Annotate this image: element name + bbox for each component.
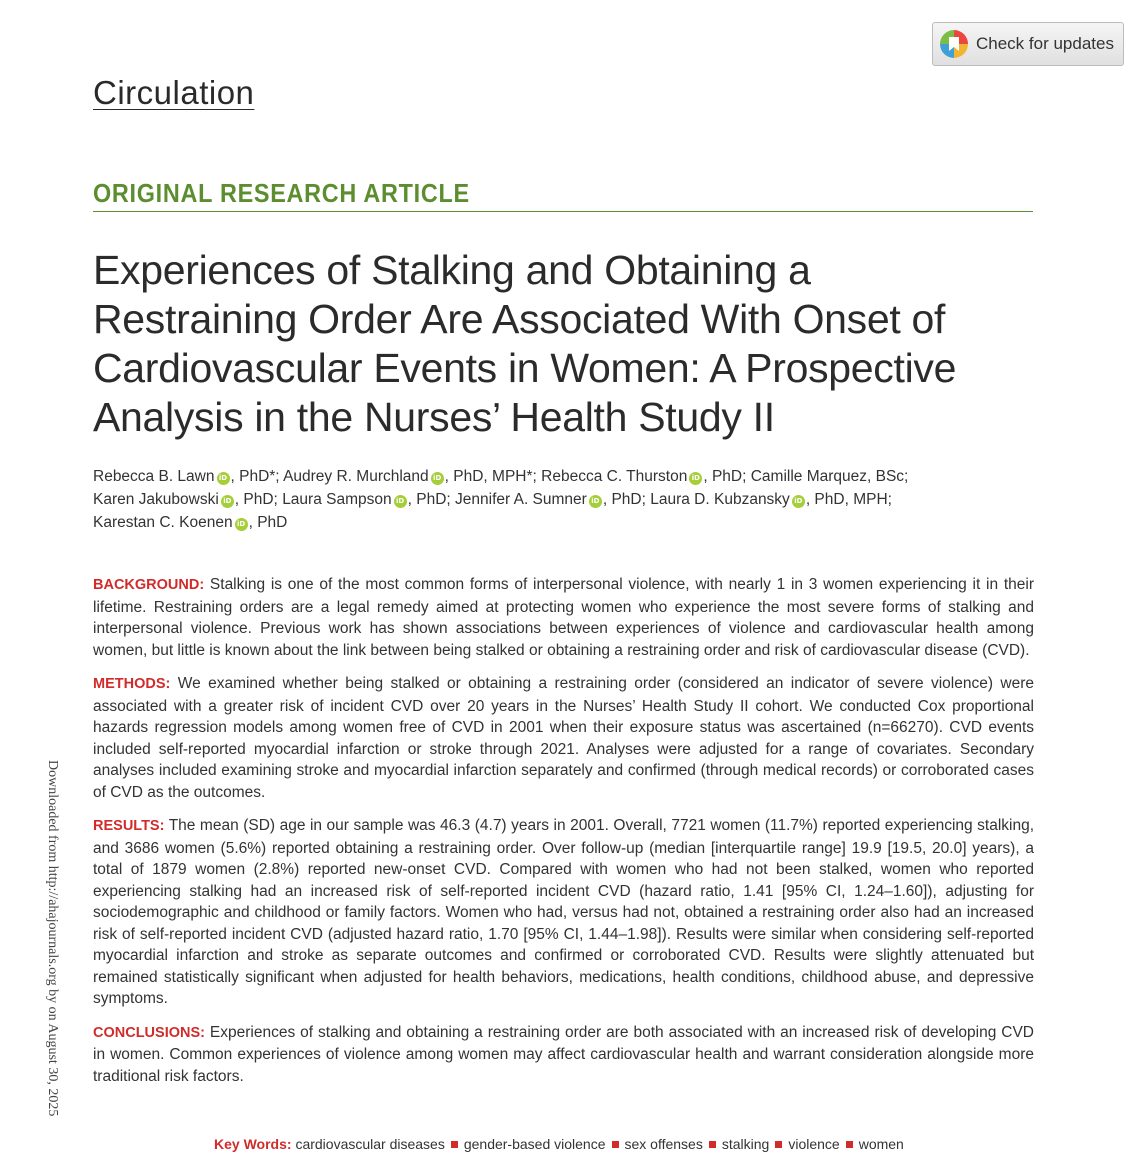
author-degree: , PhD, MPH*; [444, 468, 537, 485]
keyword[interactable]: women [858, 1136, 904, 1152]
square-bullet-icon [846, 1141, 853, 1148]
crossmark-icon [940, 30, 968, 58]
section-divider [93, 211, 1033, 212]
author-name: Karestan C. Koenen [93, 514, 233, 531]
orcid-icon[interactable]: iD [394, 495, 407, 508]
author-degree: , PhD; [407, 491, 451, 508]
author-degree: , PhD; [602, 491, 646, 508]
keyword[interactable]: stalking [721, 1136, 770, 1152]
title-line: Analysis in the Nurses’ Health Study II [93, 394, 775, 440]
author-name: Camille Marquez, BSc; [750, 468, 909, 485]
results-heading: RESULTS: [93, 818, 165, 834]
abstract [93, 574, 1034, 1099]
author-name: Laura D. Kubzansky [650, 491, 790, 508]
square-bullet-icon [709, 1141, 716, 1148]
author-degree: , PhD, MPH; [805, 491, 892, 508]
orcid-icon[interactable]: iD [689, 472, 702, 485]
orcid-icon[interactable]: iD [589, 495, 602, 508]
author-name: Jennifer A. Sumner [455, 491, 587, 508]
author-line [93, 465, 1053, 488]
square-bullet-icon [775, 1141, 782, 1148]
orcid-icon[interactable]: iD [431, 472, 444, 485]
author-name: Laura Sampson [282, 491, 392, 508]
author-line [93, 511, 1053, 534]
author-degree: , PhD [248, 514, 288, 531]
orcid-icon[interactable]: iD [235, 518, 248, 531]
orcid-icon[interactable]: iD [792, 495, 805, 508]
square-bullet-icon [451, 1141, 458, 1148]
keywords-label: Key Words: [214, 1136, 292, 1152]
methods-heading: METHODS: [93, 676, 171, 692]
download-notice: Downloaded from http://ahajournals.org by on August 30, 2025 [45, 760, 60, 1117]
author-name: Audrey R. Murchland [283, 468, 429, 485]
keyword[interactable]: violence [788, 1136, 840, 1152]
background-heading: BACKGROUND: [93, 577, 205, 593]
author-degree: , PhD; [234, 491, 278, 508]
conclusions-heading: CONCLUSIONS: [93, 1024, 205, 1041]
keyword[interactable]: sex offenses [624, 1136, 703, 1152]
author-line [93, 488, 1053, 511]
section-label: ORIGINAL RESEARCH ARTICLE [93, 178, 470, 208]
author-degree: , PhD; [703, 468, 747, 485]
title-line: Experiences of Stalking and Obtaining a [93, 247, 811, 293]
keywords [214, 1136, 904, 1152]
methods-text: We examined whether being stalked or obtaining a restraining order (considered an indicator of severe violence) were associated with a greater risk of incident CVD over 20 years in the Nurses’ Health Study II cohort. We conducted Cox proportional hazards regression models among women free of CVD in 2001 when their exposure status was ascertained (n=66270). CVD events included self-reported myocardial infarction or stroke through 2021. Analyses were adjusted for a range of covariates. Secondary analyses included examining stroke and myocardial infarction separately and confirmed (through medical records) or corroborated cases of CVD as the outcomes. [93, 675, 1034, 801]
check-for-updates-button[interactable] [932, 22, 1124, 66]
conclusions-text: Experiences of stalking and obtaining a restraining order are both associated with an increased risk of developing CVD in women. Common experiences of violence among women may affect cardiovascular health and warrant consideration alongside more traditional risk factors. [93, 1023, 1034, 1085]
keyword[interactable]: cardiovascular diseases [295, 1136, 445, 1152]
orcid-icon[interactable]: iD [217, 472, 230, 485]
author-name: Karen Jakubowski [93, 491, 219, 508]
square-bullet-icon [612, 1141, 619, 1148]
journal-title-link[interactable]: Circulation [93, 74, 255, 111]
author-name: Rebecca B. Lawn [93, 468, 215, 485]
background-text: Stalking is one of the most common forms of interpersonal violence, with nearly 1 in 3 women experiencing it in their lifetime. Restraining orders are a legal remedy aimed at protecting women who experience the most severe forms of stalking and interpersonal violence. Previous work has shown associations between experiences of violence and cardiovascular health among women, but little is known about the link between being stalked or obtaining a restraining order and risk of cardiovascular disease (CVD). [93, 576, 1034, 659]
orcid-icon[interactable]: iD [221, 495, 234, 508]
keyword[interactable]: gender-based violence [463, 1136, 606, 1152]
author-degree: , PhD*; [230, 468, 280, 485]
author-name: Rebecca C. Thurston [541, 468, 688, 485]
results-text: The mean (SD) age in our sample was 46.3 (4.7) years in 2001. Overall, 7721 women (11.7%) reported experiencing stalking, and 3686 women (5.6%) reported obtaining a restraining order. Over follow-up (median [interquartile range] 19.9 [19.5, 20.0] years), a total of 1879 women (2.8%) reported new-onset CVD. Compared with women who had not been stalked, women who reported experiencing stalking had an increased risk of self-reported incident CVD (hazard ratio, 1.41 [95% CI, 1.24–1.60]), adjusting for sociodemographic and childhood or family factors. Women who had, versus had not, obtained a restraining order also had an increased risk of self-reported incident CVD (adjusted hazard ratio, 1.70 [95% CI, 1.44–1.98]). Results were similar when considering self-reported myocardial infarction and stroke as separate outcomes and confirmed or corroborated CVD. Results were slightly attenuated but remained statistically significant when adjusted for health behaviors, medications, health conditions, childhood abuse, and depressive symptoms. [93, 817, 1035, 1007]
check-for-updates-label: Check for updates [976, 34, 1114, 53]
title-line: Restraining Order Are Associated With Onset of [93, 296, 946, 342]
abstract-background [93, 574, 1034, 661]
author-list [93, 465, 1053, 534]
article-title [93, 246, 1053, 442]
abstract-methods [93, 673, 1034, 803]
abstract-results [93, 815, 1034, 1010]
abstract-conclusions [93, 1022, 1034, 1088]
title-line: Cardiovascular Events in Women: A Prospective [93, 345, 957, 391]
